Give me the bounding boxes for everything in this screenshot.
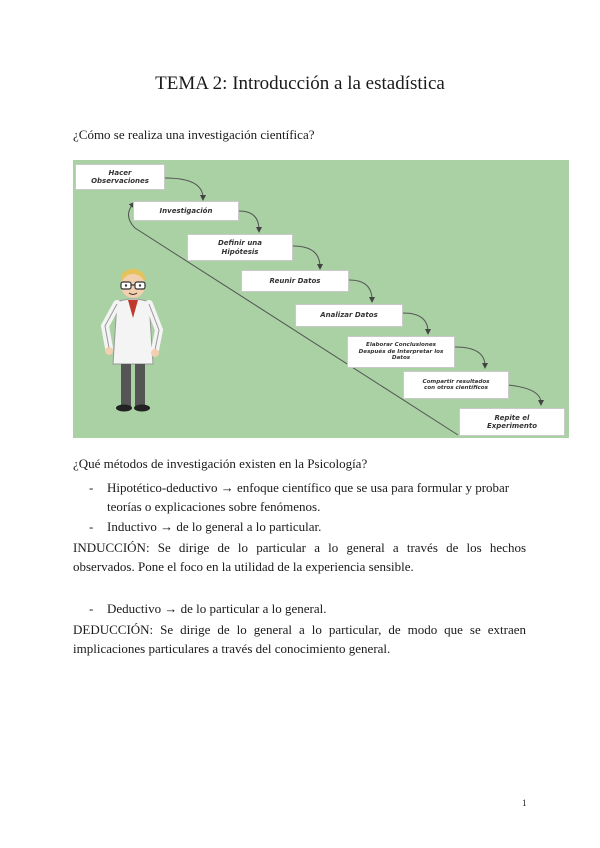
step-hacer-observaciones: Hacer Observaciones: [75, 164, 165, 190]
page-number: 1: [522, 798, 527, 808]
list-dash: -: [89, 480, 94, 495]
paragraph-induccion: INDUCCIÓN: Se dirige de lo particular a lo general a través de los hechos observados. Pone el foco en la utilidad de la experiencia sensible.: [73, 540, 526, 574]
step-definir-hipotesis: Definir una Hipótesis: [187, 234, 293, 261]
step-elaborar-conclusiones: Elaborar Conclusiones Después de Interpretar los Datos: [347, 336, 455, 368]
step-reunir-datos: Reunir Datos: [241, 270, 349, 292]
paragraph-deduccion: DEDUCCIÓN: Se dirige de lo general a lo particular, de modo que se extraen implicaciones particulares a través del conocimiento general.: [73, 622, 526, 656]
list-dash: -: [89, 601, 94, 616]
page-title: TEMA 2: Introducción a la estadística: [155, 73, 445, 94]
question-scientific-research: ¿Cómo se realiza una investigación científica?: [73, 127, 315, 142]
scientist-illustration: [95, 260, 175, 420]
list-item-text: Hipotético-deductivo → enfoque científico que se usa para formular y probar teorías o explicaciones sobre fenómenos.: [107, 480, 510, 514]
step-analizar-datos: Analizar Datos: [295, 304, 403, 327]
scientific-method-figure: [73, 160, 569, 438]
question-research-methods: ¿Qué métodos de investigación existen en la Psicología?: [73, 456, 368, 471]
list-item-text: Inductivo → de lo general a lo particular.: [107, 519, 322, 534]
step-repite-experimento: Repite el Experimento: [459, 408, 565, 436]
step-compartir-resultados: Compartir resultados con otros científicos: [403, 371, 509, 399]
list-item-text: Deductivo → de lo particular a lo general.: [107, 601, 327, 616]
step-investigacion: Investigación: [133, 201, 239, 221]
list-dash: -: [89, 519, 94, 534]
